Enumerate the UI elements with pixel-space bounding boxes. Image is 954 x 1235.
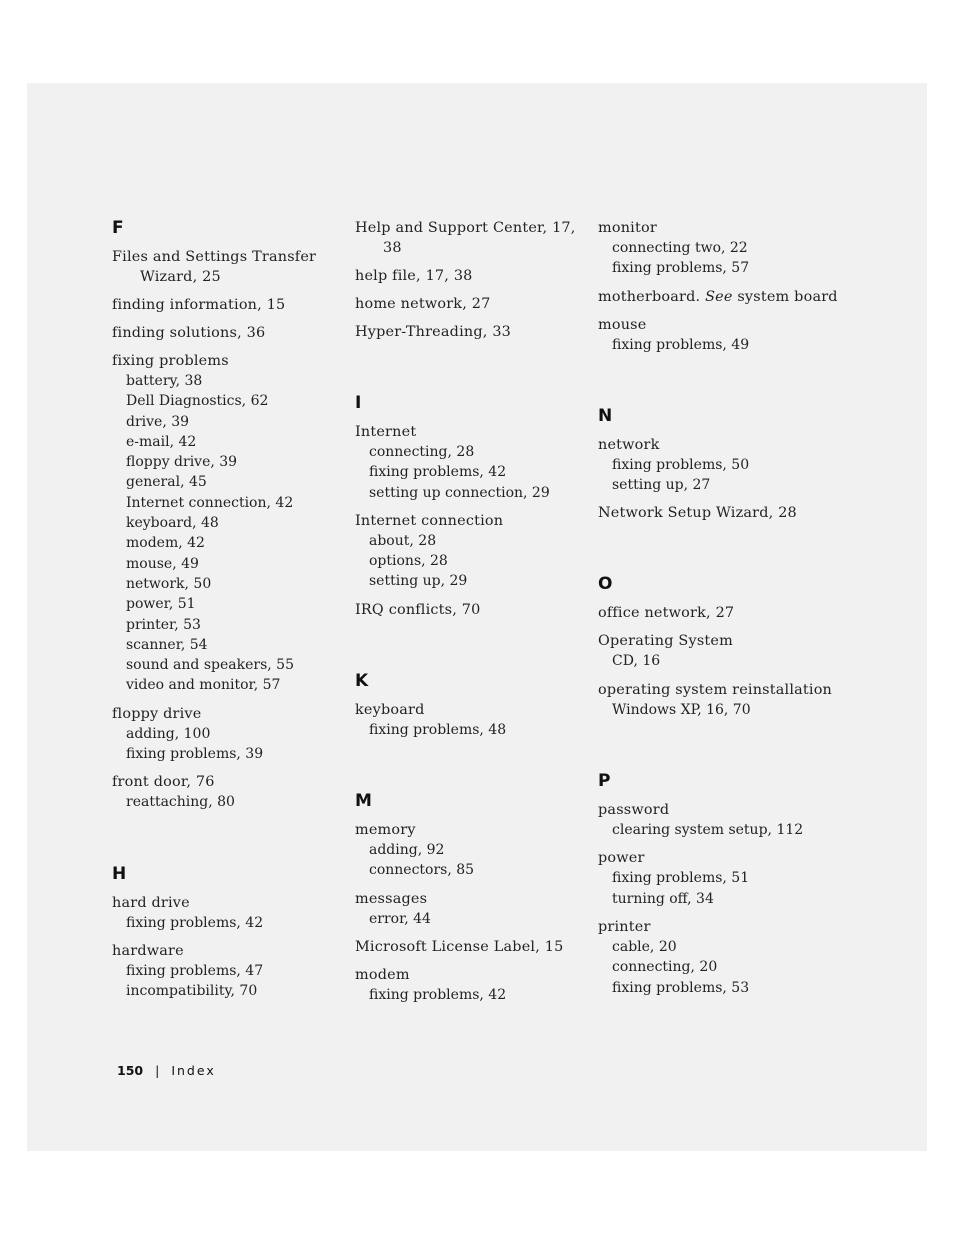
index-entry: [598, 603, 838, 623]
index-subentry: fixing problems, 47: [126, 962, 264, 979]
index-term: [355, 889, 595, 909]
index-term: [112, 704, 352, 724]
index-term: [355, 218, 595, 258]
index-term: [112, 295, 352, 315]
index-term: [598, 848, 838, 868]
index-term: [112, 323, 352, 343]
index-subentry: setting up, 27: [612, 477, 711, 494]
index-term-text: power: [598, 850, 645, 867]
index-term-text: monitor: [598, 220, 657, 236]
section-spacer: [598, 363, 838, 406]
section-spacer: [355, 350, 595, 393]
index-subentry: modem, 42: [126, 535, 205, 552]
index-subentry: clearing system setup, 112: [612, 822, 804, 839]
index-subentry: turning off, 34: [612, 890, 714, 907]
index-subentry: general, 45: [126, 474, 207, 491]
index-entry: [355, 937, 595, 957]
index-term-text: floppy drive: [112, 705, 202, 722]
index-subentry: incompatibility, 70: [126, 983, 258, 1000]
index-subentry: Internet connection, 42: [126, 494, 294, 511]
index-entry: [598, 800, 838, 840]
index-term: [598, 800, 838, 820]
section-letter: M: [355, 791, 372, 812]
section-spacer: [355, 628, 595, 671]
index-entry: [112, 351, 352, 696]
index-subentry: fixing problems, 42: [126, 914, 264, 931]
index-term-text: messages: [355, 890, 428, 907]
footer-label: Index: [171, 1063, 216, 1078]
index-term: [355, 700, 595, 720]
page-number: 150: [117, 1063, 144, 1078]
index-term-text: Help and Support Center, 17, 38: [355, 220, 576, 256]
index-term: [112, 941, 352, 961]
index-subentry: network, 50: [126, 575, 212, 592]
index-subentry: connecting two, 22: [612, 240, 748, 256]
index-subentry: fixing problems, 50: [612, 456, 750, 473]
index-subentry: keyboard, 48: [126, 515, 219, 532]
index-subentry: fixing problems, 51: [612, 870, 750, 887]
index-entry: [598, 315, 838, 355]
index-entry: [112, 772, 352, 812]
index-entry: [598, 680, 838, 720]
index-page: [27, 83, 927, 1151]
index-subentry: mouse, 49: [126, 555, 199, 572]
index-subentry: battery, 38: [126, 373, 203, 389]
index-entry: [355, 422, 595, 503]
index-term-text: Internet: [355, 424, 417, 440]
index-subentry: adding, 92: [369, 842, 445, 859]
index-entry: [355, 965, 595, 1005]
section-spacer: [598, 728, 838, 771]
index-entry: [355, 511, 595, 592]
index-subentry: scanner, 54: [126, 636, 208, 653]
index-term: [598, 218, 838, 238]
section-spacer: [598, 531, 838, 574]
index-term-text: office network, 27: [598, 605, 735, 622]
index-term: [112, 893, 352, 913]
index-term-text: keyboard: [355, 701, 425, 718]
index-term-text: Network Setup Wizard, 28: [598, 505, 797, 522]
index-entry: [355, 322, 595, 342]
index-subentry: e-mail, 42: [126, 433, 197, 450]
index-subentry: reattaching, 80: [126, 794, 235, 811]
index-column-2: [355, 218, 595, 1013]
index-subentry: floppy drive, 39: [126, 454, 238, 471]
index-entry: [355, 600, 595, 620]
index-entry: [355, 294, 595, 314]
index-subentry: setting up connection, 29: [369, 484, 550, 501]
index-entry: [355, 266, 595, 286]
index-entry: [112, 323, 352, 343]
index-term: [355, 294, 595, 314]
index-entry: [598, 287, 838, 307]
index-term-text: modem: [355, 966, 410, 983]
index-subentry: Windows XP, 16, 70: [612, 701, 751, 718]
index-entry: [112, 295, 352, 315]
index-entry: [598, 218, 838, 279]
index-subentry: cable, 20: [612, 938, 677, 955]
index-term-text: operating system reinstallation: [598, 681, 833, 698]
index-term: [112, 247, 352, 287]
index-term-text: Microsoft License Label, 15: [355, 938, 564, 955]
section-letter: P: [598, 771, 611, 792]
index-term-text: finding solutions, 36: [112, 325, 266, 341]
index-subentry: error, 44: [369, 910, 431, 927]
index-subentry: printer, 53: [126, 616, 201, 633]
index-subentry: fixing problems, 42: [369, 464, 507, 481]
index-term: [598, 603, 838, 623]
index-term: [112, 772, 352, 792]
index-entry: [598, 917, 838, 998]
index-subentry: power, 51: [126, 596, 196, 613]
index-term-text: Operating System: [598, 633, 733, 650]
index-term-text: fixing problems: [112, 353, 229, 369]
index-entry: [598, 631, 838, 671]
index-subentry: options, 28: [369, 553, 448, 570]
index-term-text: hard drive: [112, 894, 190, 911]
index-entry: [355, 218, 595, 258]
section-letter: K: [355, 670, 369, 691]
index-term: [598, 917, 838, 937]
index-term-text: password: [598, 802, 670, 819]
section-letter: N: [598, 405, 613, 426]
index-term-text: Hyper-Threading, 33: [355, 324, 512, 340]
index-subentry: fixing problems, 49: [612, 336, 750, 353]
index-term: [598, 287, 838, 307]
index-term-text: printer: [598, 918, 651, 935]
index-subentry: sound and speakers, 55: [126, 657, 294, 674]
index-term: [355, 600, 595, 620]
index-term-text: finding information, 15: [112, 297, 286, 313]
index-term: [355, 937, 595, 957]
index-term: [355, 266, 595, 286]
index-subentry: fixing problems, 42: [369, 986, 507, 1003]
index-subentry: adding, 100: [126, 725, 211, 742]
index-entry: [112, 704, 352, 765]
index-subentry: Dell Diagnostics, 62: [126, 393, 269, 410]
index-entry: [355, 820, 595, 881]
see-reference: See: [705, 288, 733, 305]
index-term-text: motherboard.: [598, 288, 701, 305]
index-subentry: drive, 39: [126, 413, 190, 430]
index-entry: [112, 941, 352, 1002]
index-term: [355, 965, 595, 985]
index-term-text: help file, 17, 38: [355, 268, 473, 284]
index-term-text: IRQ conflicts, 70: [355, 601, 481, 618]
page-footer: [117, 1063, 216, 1078]
index-term-text: front door, 76: [112, 774, 215, 791]
index-column-3: [598, 218, 838, 1006]
section-spacer: [355, 748, 595, 791]
index-term: [355, 511, 595, 531]
index-entry: [355, 889, 595, 929]
index-entry: [112, 247, 352, 287]
index-subentry: video and monitor, 57: [126, 677, 281, 694]
index-subentry: about, 28: [369, 532, 437, 549]
index-subentry: connecting, 20: [612, 959, 718, 976]
index-term-text: memory: [355, 822, 416, 839]
index-term: [598, 315, 838, 335]
index-term-text: Internet connection: [355, 512, 504, 529]
footer-separator: |: [155, 1063, 160, 1078]
index-term: [598, 631, 838, 651]
index-subentry: CD, 16: [612, 653, 661, 670]
index-entry: [598, 435, 838, 496]
index-subentry: fixing problems, 39: [126, 746, 264, 763]
index-subentry: fixing problems, 53: [612, 979, 750, 996]
index-subentry: connectors, 85: [369, 862, 475, 879]
index-entry: [355, 700, 595, 740]
index-entry: [598, 503, 838, 523]
index-term-text: home network, 27: [355, 296, 491, 312]
index-term-text: hardware: [112, 942, 184, 959]
index-term-text: Files and Settings Transfer Wizard, 25: [112, 249, 317, 285]
section-spacer: [112, 821, 352, 864]
section-letter: F: [112, 218, 124, 238]
index-subentry: setting up, 29: [369, 573, 468, 590]
index-term: [598, 503, 838, 523]
index-term: [355, 422, 595, 442]
index-entry: [112, 893, 352, 933]
index-term: [598, 435, 838, 455]
section-letter: I: [355, 393, 362, 413]
index-subentry: connecting, 28: [369, 444, 475, 460]
see-target: system board: [737, 288, 838, 305]
index-term: [112, 351, 352, 371]
index-entry: [598, 848, 838, 909]
index-subentry: fixing problems, 57: [612, 260, 750, 277]
index-term: [355, 322, 595, 342]
index-term-text: mouse: [598, 316, 647, 333]
section-letter: O: [598, 574, 613, 595]
index-subentry: fixing problems, 48: [369, 721, 507, 738]
index-term: [355, 820, 595, 840]
index-column-1: [112, 218, 352, 1010]
section-letter: H: [112, 863, 127, 884]
index-term: [598, 680, 838, 700]
index-term-text: network: [598, 436, 660, 453]
